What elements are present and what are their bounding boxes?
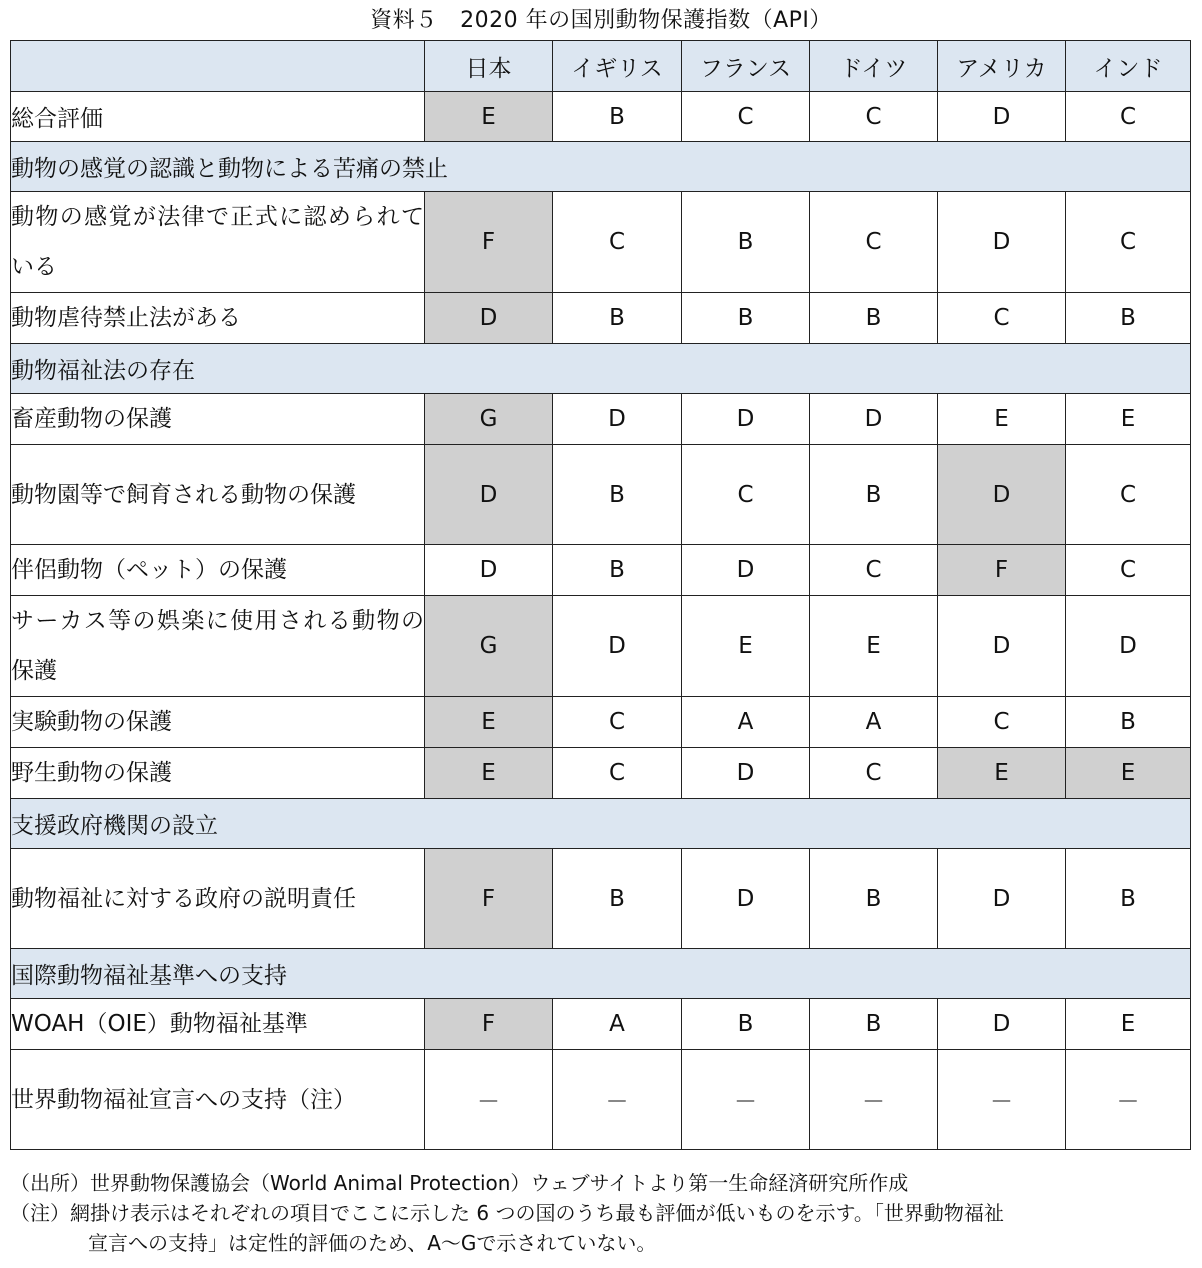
rating-cell: C — [938, 293, 1066, 344]
rating-cell: D — [553, 394, 682, 445]
rating-cell: D — [938, 596, 1066, 697]
rating-cell: C — [1066, 545, 1191, 596]
rating-cell: B — [810, 849, 938, 949]
column-header-india: インド — [1066, 41, 1191, 92]
footnotes — [10, 1168, 1004, 1258]
rating-cell: － — [1066, 1050, 1191, 1150]
header-corner — [11, 41, 425, 92]
rating-cell: F — [425, 192, 553, 293]
rating-cell: D — [553, 596, 682, 697]
rating-cell: E — [682, 596, 810, 697]
rating-cell: C — [553, 748, 682, 799]
rating-cell: B — [1066, 293, 1191, 344]
row-label: 実験動物の保護 — [11, 697, 425, 748]
rating-cell: － — [938, 1050, 1066, 1150]
category-row — [11, 799, 1191, 849]
rating-cell: C — [810, 748, 938, 799]
rating-cell: B — [553, 849, 682, 949]
rating-cell: B — [810, 445, 938, 545]
rating-cell: E — [810, 596, 938, 697]
rating-cell: E — [938, 748, 1066, 799]
row-label: サーカス等の娯楽に使用される動物の保護 — [11, 596, 425, 697]
rating-cell: D — [425, 545, 553, 596]
rating-cell: A — [810, 697, 938, 748]
rating-cell: D — [938, 192, 1066, 293]
category-label: 動物の感覚の認識と動物による苦痛の禁止 — [11, 142, 1191, 192]
rating-cell: B — [553, 92, 682, 142]
rating-cell: D — [682, 748, 810, 799]
rating-cell: D — [938, 999, 1066, 1050]
rating-cell: E — [1066, 394, 1191, 445]
category-row — [11, 142, 1191, 192]
rating-cell: B — [682, 293, 810, 344]
rating-cell: － — [553, 1050, 682, 1150]
column-header-usa: アメリカ — [938, 41, 1066, 92]
rating-cell: B — [682, 192, 810, 293]
rating-cell: A — [682, 697, 810, 748]
rating-cell: C — [553, 697, 682, 748]
header-row — [11, 41, 1191, 92]
category-label: 支援政府機関の設立 — [11, 799, 1191, 849]
row-label: 動物虐待禁止法がある — [11, 293, 425, 344]
rating-cell: D — [425, 445, 553, 545]
rating-cell: － — [425, 1050, 553, 1150]
row-label: 動物園等で飼育される動物の保護 — [11, 445, 425, 545]
row-label: 総合評価 — [11, 92, 425, 142]
row-label: 動物の感覚が法律で正式に認められている — [11, 192, 425, 293]
rating-cell: C — [553, 192, 682, 293]
rating-cell: D — [682, 394, 810, 445]
document-title: 資料５ 2020 年の国別動物保護指数（API） — [370, 8, 832, 33]
row-label: WOAH（OIE）動物福祉基準 — [11, 999, 425, 1050]
row-label: 畜産動物の保護 — [11, 394, 425, 445]
rating-cell: B — [1066, 849, 1191, 949]
rating-cell: D — [938, 445, 1066, 545]
rating-cell: E — [425, 697, 553, 748]
rating-cell: B — [553, 293, 682, 344]
rating-cell: G — [425, 596, 553, 697]
rating-cell: B — [810, 293, 938, 344]
row-label: 世界動物福祉宣言への支持（注） — [11, 1050, 425, 1150]
rating-cell: E — [425, 92, 553, 142]
rating-cell: C — [1066, 192, 1191, 293]
rating-cell: B — [553, 445, 682, 545]
table-row — [11, 1050, 1191, 1150]
source-note: （出所）世界動物保護協会（World Animal Protection）ウェブサイトより第一生命経済研究所作成 — [10, 1171, 909, 1195]
category-label: 動物福祉法の存在 — [11, 344, 1191, 394]
rating-cell: E — [1066, 999, 1191, 1050]
rating-cell: C — [682, 445, 810, 545]
note-line-2: 宣言への支持」は定性的評価のため、A～Gで示されていない。 — [88, 1231, 657, 1255]
rating-cell: F — [425, 999, 553, 1050]
note-line-1: （注）網掛け表示はそれぞれの項目でここに示した 6 つの国のうち最も評価が低いものを示す。「世界動物福祉 — [10, 1201, 1004, 1225]
table-row — [11, 748, 1191, 799]
category-label: 国際動物福祉基準への支持 — [11, 949, 1191, 999]
rating-cell: D — [682, 545, 810, 596]
rating-cell: A — [553, 999, 682, 1050]
category-row — [11, 344, 1191, 394]
rating-cell: E — [425, 748, 553, 799]
table-row — [11, 192, 1191, 293]
rating-cell: D — [938, 849, 1066, 949]
table-row — [11, 445, 1191, 545]
table-row — [11, 849, 1191, 949]
row-label: 野生動物の保護 — [11, 748, 425, 799]
column-header-japan: 日本 — [425, 41, 553, 92]
rating-cell: － — [810, 1050, 938, 1150]
rating-cell: F — [425, 849, 553, 949]
api-table — [10, 40, 1191, 1150]
rating-cell: C — [682, 92, 810, 142]
column-header-germany: ドイツ — [810, 41, 938, 92]
rating-cell: － — [682, 1050, 810, 1150]
rating-cell: D — [810, 394, 938, 445]
rating-cell: C — [938, 697, 1066, 748]
rating-cell: B — [810, 999, 938, 1050]
table-row-overall — [11, 92, 1191, 142]
rating-cell: B — [682, 999, 810, 1050]
rating-cell: C — [1066, 92, 1191, 142]
row-label: 動物福祉に対する政府の説明責任 — [11, 849, 425, 949]
rating-cell: B — [1066, 697, 1191, 748]
rating-cell: F — [938, 545, 1066, 596]
column-header-france: フランス — [682, 41, 810, 92]
rating-cell: C — [1066, 445, 1191, 545]
table-row — [11, 545, 1191, 596]
rating-cell: C — [810, 92, 938, 142]
table-row — [11, 394, 1191, 445]
rating-cell: G — [425, 394, 553, 445]
category-row — [11, 949, 1191, 999]
table-row — [11, 293, 1191, 344]
rating-cell: E — [938, 394, 1066, 445]
rating-cell: E — [1066, 748, 1191, 799]
rating-cell: B — [553, 545, 682, 596]
rating-cell: C — [810, 192, 938, 293]
table-row — [11, 999, 1191, 1050]
rating-cell: D — [425, 293, 553, 344]
table-row — [11, 596, 1191, 697]
row-label: 伴侶動物（ペット）の保護 — [11, 545, 425, 596]
rating-cell: D — [682, 849, 810, 949]
rating-cell: C — [810, 545, 938, 596]
table-row — [11, 697, 1191, 748]
rating-cell: D — [1066, 596, 1191, 697]
column-header-uk: イギリス — [553, 41, 682, 92]
rating-cell: D — [938, 92, 1066, 142]
